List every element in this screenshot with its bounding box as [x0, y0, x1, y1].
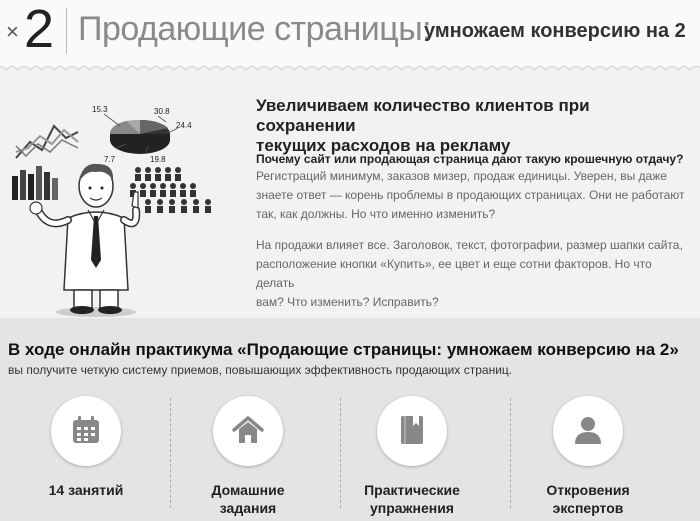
multiplier-number: 2: [24, 0, 55, 59]
feature-icon-circle: [377, 396, 447, 466]
feature-label: Откровения экспертов: [546, 482, 630, 516]
feature-icon-circle: [51, 396, 121, 466]
feature-icon-circle: [553, 396, 623, 466]
multiplier-sign: ×: [6, 19, 19, 44]
band-subtitle: вы получите четкую систему приемов, повышающих эффективность продающих страниц.: [8, 363, 513, 377]
pie-chart-graphic: [92, 105, 192, 164]
feature-label: Практические упражнения: [364, 482, 460, 516]
bar-chart-graphic: [12, 166, 58, 200]
section-paragraph-1: Регистраций минимум, заказов мизер, продаж единицы. Уверен, вы даже знаете ответ — корень проблемы в продающих страницах. Они не работают так, как должны. Но что именно изменить?: [256, 169, 685, 221]
book-icon: [396, 414, 428, 446]
calendar-icon: [70, 414, 102, 446]
feature-label: 14 занятий: [48, 482, 124, 498]
page-title: Продающие страницы:: [78, 10, 432, 48]
feature-homework: [168, 393, 328, 521]
section-question: Почему сайт или продающая страница дают такую крошечную отдачу?: [256, 152, 684, 166]
line-chart-graphic: [16, 126, 78, 158]
band-title: В ходе онлайн практикума «Продающие страницы: умножаем конверсию на 2»: [8, 340, 679, 359]
pie-label-1: 15.3: [92, 105, 108, 114]
header-zigzag-divider: [0, 62, 700, 72]
feature-lessons: [6, 393, 166, 521]
feature-exercises: [332, 393, 492, 521]
home-icon: [232, 414, 264, 446]
section-heading: Увеличиваем количество клиентов при сохранении текущих расходов на рекламу: [256, 96, 590, 155]
page-subtitle: умножаем конверсию на 2: [424, 20, 686, 42]
section-paragraph-2: На продажи влияет все. Заголовок, текст, фотографии, размер шапки сайта, расположение кнопки «Купить», ее цвет и еще сотни факторов. Но что делать вам? Что изменить? Исправить?: [256, 238, 683, 309]
feature-experts: [508, 393, 668, 521]
businessman-illustration: [8, 90, 223, 320]
page-header: [0, 0, 700, 66]
pie-label-4: 7.7: [104, 155, 116, 164]
pie-label-2: 30.8: [154, 107, 170, 116]
feature-icon-circle: [213, 396, 283, 466]
user-icon: [572, 414, 604, 446]
pie-label-3: 24.4: [176, 121, 192, 130]
header-divider: [66, 8, 67, 54]
people-graphic: [130, 167, 211, 213]
feature-label: Домашние задания: [211, 482, 285, 516]
pie-label-5: 19.8: [150, 155, 166, 164]
